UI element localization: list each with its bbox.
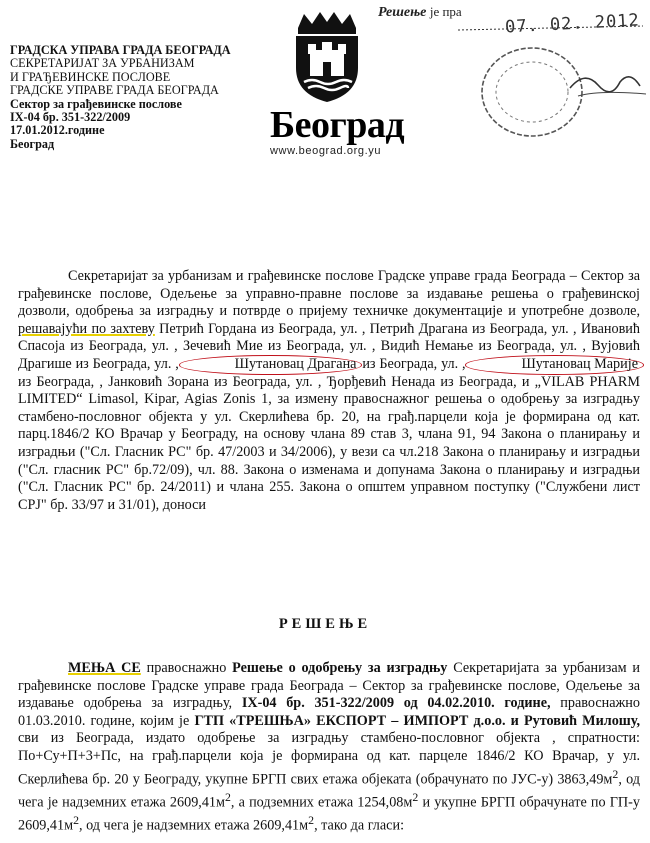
header-number: IX-04 бр. 351-322/2009 <box>10 110 131 125</box>
header-line-3: И ГРАЂЕВИНСКЕ ПОСЛОВЕ <box>10 69 171 84</box>
decision-text-7: и укупне БРГП обрачунате по ГП-у 2609,41м <box>18 794 640 834</box>
intro-text-3: из Београда, ул. , <box>358 355 470 372</box>
decision-paragraph <box>18 660 640 836</box>
decision-text-6: , а подземних етажа 1254,08м <box>230 794 413 811</box>
intro-text-4: из Београда, , Јанковић Зорана из Београда, ул. , Ђорђевић Ненада из Београда, и „VILAB PHARM LIMITED“ Limasol, Kipar, Agias Zonis 1, за измену правоснажног решења о одобрењу за изградњу стамбено-пословног објекта у ул. Скерлићева бр. 20, на грађ.парцели која је формирана од кат. парц.1846/2 КО Врачар у Београду, на основу члана 89 став 3, члана 91, 94 Закона о планирању и изградњи ("Сл. Гласник РС" бр. 47/2003 и 34/2006), у вези са чл.218 Закона о планирању и изградњи ("Сл. гласник РС" бр.72/09), чл. 88. Закона о изменама и допунама Закона о планирању и изградњи ("Сл. Гласник РС" бр. 24/2011) и члана 255. Закона о општем управном поступку ("Службени лист СРЈ" бр. 33/97 и 31/01), доноси <box>18 373 640 513</box>
header-sector: Сектор за грађевинске послове <box>10 96 182 111</box>
decision-text-5: , од чега је надземних етажа 2609,41м <box>18 771 640 811</box>
intro-text-2: Петрић Гордана из Београда, ул. , Петрић Драгана из Београда, ул. , Ивановић Спасоја из Београда, ул. , Зечевић Мие из Београда, ул. , Видић Немање из Београда, ул. , Вујовић Драгише из Београда, ул. , <box>18 320 640 372</box>
round-seal-icon <box>470 30 650 140</box>
decision-title: РЕШЕЊЕ <box>278 616 372 632</box>
intro-paragraph <box>18 268 640 514</box>
header-line-4: ГРАДСКЕ УПРАВЕ ГРАДА БЕОГРАДА <box>10 83 219 98</box>
city-website: www.beograd.org.yu <box>270 145 382 157</box>
stamp-date: 07. 02. 2012 <box>504 10 641 38</box>
decision-text-8: , од чега је надземних етажа 2609,41м <box>79 817 309 834</box>
header-line-2: СЕКРЕТАРИЈАТ ЗА УРБАНИЗАМ <box>10 56 195 71</box>
decision-bold-1: Решење о одобрењу за изградњу <box>232 660 448 676</box>
decision-bold-2: IX-04 бр. 351-322/2009 од 04.02.2010. године, <box>241 695 551 712</box>
highlight-resolving: решавајући по захтеву <box>18 320 155 337</box>
city-logo-text: Београд <box>270 104 405 146</box>
stamp-handwritten-word: Решење је пра <box>378 4 462 20</box>
sup-m2-5: 2 <box>308 813 315 828</box>
issuer-header <box>10 44 260 151</box>
decision-bold-3: ГТП «ТРЕШЊА» ЕКСПОРТ – ИМПОРТ д.о.о. и Рутовић Милошу, <box>194 712 640 729</box>
decision-text-9: , тако да гласи: <box>314 817 405 834</box>
circled-name-marija: Шутановац Марије <box>465 355 644 375</box>
circled-name-dragana: Шутановац Драгана <box>179 355 363 375</box>
decision-text-1: правоснажно <box>140 660 233 676</box>
decision-text-2: Секретаријата за урбанизам и грађевинске послове Градске управе града Београда – Сектор за грађевинске послове, Одељење за издавање одобрења за изградњу, <box>18 660 640 712</box>
decision-text-3: правоснажно 01.03.2010. године, којим је <box>18 695 640 729</box>
header-date: 17.01.2012.године <box>10 123 105 138</box>
sup-m2-4: 2 <box>73 813 80 828</box>
decision-head: МЕЊА СЕ <box>68 660 141 676</box>
belgrade-crest-icon <box>290 10 364 104</box>
intro-text-1: Секретаријат за урбанизам и грађевинске послове Градске управе града Београда – Сектор за грађевинске послове, Одељење за управно-правне послове за издавање решења о грађевинској дозволи, одобрења за изградњу и потврде о пријему техничке документације и употребне дозволе, <box>18 268 640 320</box>
header-city: Београд <box>10 136 55 151</box>
decision-text-4: сви из Београда, издато одобрење за изградњу стамбено-пословног објекта , спратности: По+Су+П+3+Пс, на грађ.парцели која је формирана од кат. парцеле 1846/2 КО Врачар, у ул. Скерлићева бр. 20 у Београду, укупне БРГП свих етажа објеката (обрачунато по ЈУС-у) 3863,49м <box>18 730 640 788</box>
sup-m2-1: 2 <box>612 766 619 781</box>
sup-m2-2: 2 <box>225 789 231 804</box>
header-line-1: ГРАДСКА УПРАВА ГРАДА БЕОГРАДА <box>10 43 231 57</box>
sup-m2-3: 2 <box>412 789 419 804</box>
